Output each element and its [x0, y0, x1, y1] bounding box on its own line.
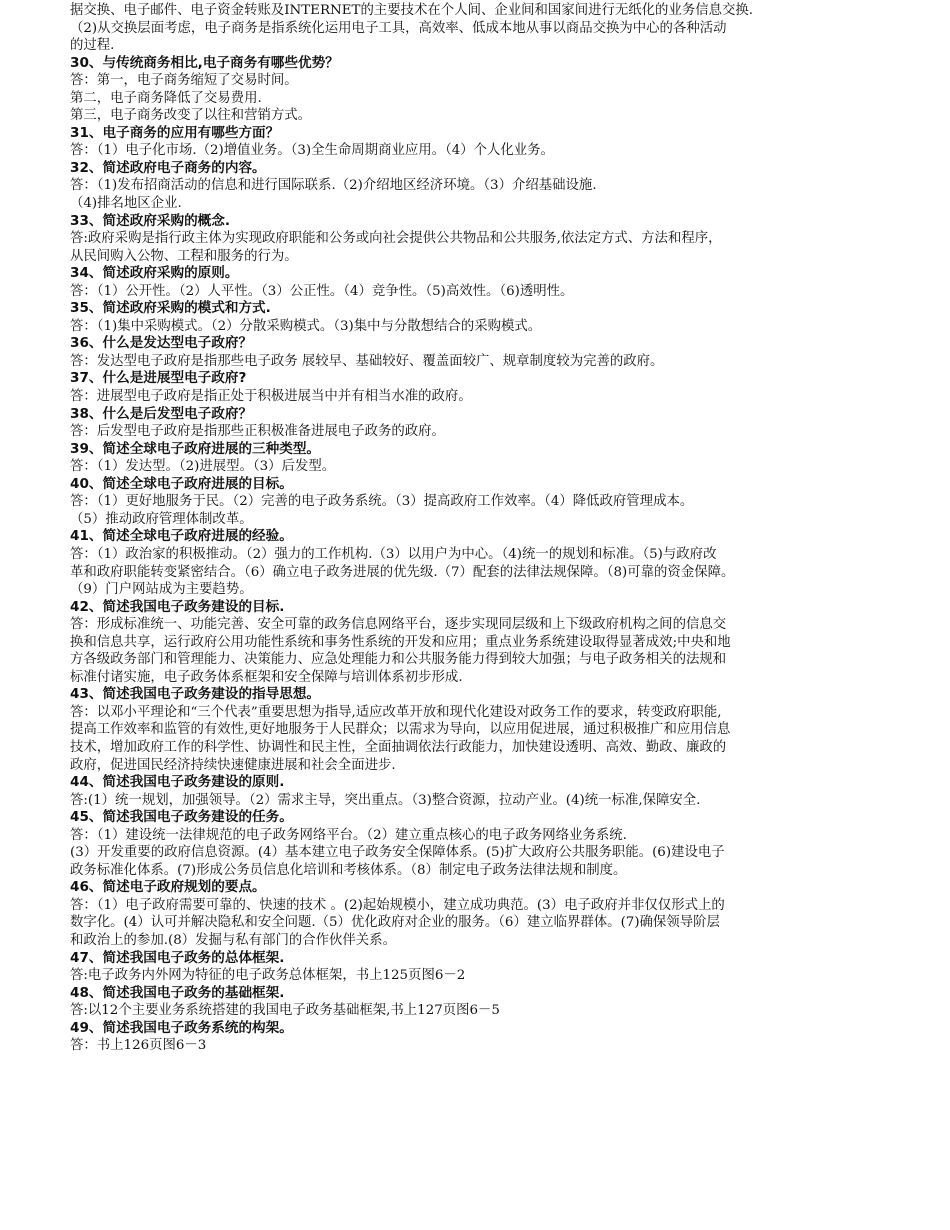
- question-heading: 43、简述我国电子政务建设的指导思想。: [70, 686, 321, 703]
- answer-text: （9）门户网站成为主要趋势。: [70, 582, 253, 598]
- answer-text: 答:以12个主要业务系统搭建的我国电子政务基础框架,书上127页图6－5: [70, 1003, 500, 1019]
- answer-text: （2)从交换层面考虑，电子商务是指系统化运用电子工具，高效率、低成本地从事以商品交换为中心的各种活动: [70, 20, 727, 36]
- answer-text: 答：进展型电子政府是指正处于积极进展当中并有相当水准的政府。: [70, 389, 472, 405]
- question-heading: 41、简述全球电子政府进展的经验。: [70, 528, 293, 545]
- question-heading: 30、与传统商务相比,电子商务有哪些优势？: [70, 54, 339, 71]
- answer-text: 答：（1）更好地服务于民。（2）完善的电子政务系统。（3）提高政府工作效率。（4）降低政府管理成本。: [70, 494, 694, 510]
- answer-text: 数字化。(4）认可并解决隐私和安全问题.（5）优化政府对企业的服务。（6）建立临界群体。(7)确保领导阶层: [70, 915, 720, 931]
- answer-text: 提高工作效率和监管的有效性,更好地服务于人民群众；以需求为导向，以应用促进展，通过积极推广和应用信息: [70, 722, 731, 738]
- question-heading: 40、简述全球电子政府进展的目标。: [70, 475, 293, 492]
- question-heading: 34、简述政府采购的原则。: [70, 265, 239, 282]
- question-heading: 35、简述政府采购的模式和方式.: [70, 300, 271, 317]
- answer-text: 答：（1）公开性。（2）人平性。（3）公正性。（4）竞争性。（5)高效性。（6)透明性。: [70, 283, 574, 299]
- question-heading: 37、什么是进展型电子政府?: [70, 370, 247, 387]
- question-heading: 45、简述我国电子政务建设的任务。: [70, 809, 293, 826]
- answer-text: 答：书上126页图6－3: [70, 1038, 207, 1054]
- answer-text: 答：发达型电子政府是指那些电子政务 展较早、基础较好、覆盖面较广、规章制度较为完善的政府。: [70, 353, 664, 369]
- answer-text: （4)排名地区企业.: [70, 196, 182, 212]
- answer-text: 第二，电子商务降低了交易费用.: [70, 90, 262, 106]
- answer-text: 换和信息共享，运行政府公用功能性系统和事务性系统的开发和应用；重点业务系统建设取得显著成效;中央和地: [70, 634, 731, 650]
- answer-text: 答：第一，电子商务缩短了交易时间。: [70, 73, 298, 89]
- answer-text: 答：（1）政治家的积极推动。（2）强力的工作机构.（3）以用户为中心。（4)统一的规划和标准。（5)与政府改: [70, 546, 717, 562]
- answer-text: 方各级政务部门和管理能力、决策能力、应急处理能力和公共服务能力得到较大加强；与电子政务相关的法规和: [70, 652, 727, 668]
- answer-text: 答：（1）电子政府需要可靠的、快速的技术 。(2)起始规模小，建立成功典范。(3）电子政府并非仅仅形式上的: [70, 897, 725, 913]
- question-heading: 32、简述政府电子商务的内容。: [70, 159, 266, 176]
- answer-text: 革和政府职能转变紧密结合。（6）确立电子政务进展的优先级.（7）配套的法律法规保障。（8)可靠的资金保障。: [70, 564, 735, 580]
- answer-text: （5）推动政府管理体制改革。: [70, 511, 253, 527]
- answer-text: 答：后发型电子政府是指那些正积极准备进展电子政务的政府。: [70, 424, 445, 440]
- answer-text: 据交换、电子邮件、电子资金转账及INTERNET的主要技术在个人间、企业间和国家间进行无纸化的业务信息交换.: [70, 3, 754, 18]
- answer-text: 政府，促进国民经济持续快速健康进展和社会全面进步.: [70, 757, 396, 773]
- question-heading: 49、简述我国电子政务系统的构架。: [70, 1019, 293, 1036]
- answer-text: 答:政府采购是指行政主体为实现政府职能和公务或向社会提供公共物品和公共服务,依法定方式、方法和程序，: [70, 231, 722, 247]
- answer-text: 答:(1）统一规划，加强领导。（2）需求主导，突出重点。（3)整合资源，拉动产业。(4)统一标准,保障安全.: [70, 792, 701, 808]
- answer-text: 和政治上的参加.(8）发掘与私有部门的合作伙伴关系。: [70, 932, 396, 948]
- answer-text: 答：（1）建设统一法律规范的电子政务网络平台。（2）建立重点核心的电子政务网络业务系统.: [70, 827, 627, 843]
- answer-text: 答:电子政务内外网为特征的电子政务总体框架，书上125页图6－2: [70, 968, 466, 984]
- answer-text: 标准付诸实施，电子政务体系框架和安全保障与培训体系初步形成.: [70, 669, 463, 685]
- answer-text: 答：（1)集中采购模式。（2）分散采购模式。（3)集中与分散想结合的采购模式。: [70, 318, 542, 334]
- question-heading: 38、什么是后发型电子政府？: [70, 405, 253, 422]
- question-heading: 36、什么是发达型电子政府？: [70, 335, 253, 352]
- answer-text: 从民间购入公物、工程和服务的行为。: [70, 248, 298, 264]
- answer-text: 第三，电子商务改变了以往和营销方式。: [70, 108, 312, 124]
- question-heading: 46、简述电子政府规划的要点。: [70, 879, 266, 896]
- question-heading: 39、简述全球电子政府进展的三种类型。: [70, 440, 321, 457]
- question-heading: 42、简述我国电子政务建设的目标.: [70, 598, 285, 615]
- answer-text: 答：（1)发布招商活动的信息和进行国际联系.（2)介绍地区经济环境。（3）介绍基础设施.: [70, 178, 597, 194]
- question-heading: 47、简述我国电子政务的总体框架.: [70, 949, 285, 966]
- answer-text: (3）开发重要的政府信息资源。(4）基本建立电子政务安全保障体系。(5)扩大政府公共服务职能。(6)建设电子: [70, 845, 725, 861]
- answer-text: 答：形成标准统一、功能完善、安全可靠的政务信息网络平台，逐步实现同层级和上下级政府机构之间的信息交: [70, 617, 727, 633]
- question-heading: 31、电子商务的应用有哪些方面？: [70, 124, 280, 141]
- question-heading: 33、简述政府采购的概念.: [70, 212, 231, 229]
- answer-text: 技术，增加政府工作的科学性、协调性和民主性，全面抽调依法行政能力，加快建设透明、高效、勤政、廉政的: [70, 739, 727, 755]
- answer-text: 答：（1）电子化市场.（2)增值业务。（3)全生命周期商业应用。（4）个人化业务。: [70, 143, 554, 159]
- answer-text: 答：（1）发达型。（2)进展型。（3）后发型。: [70, 459, 336, 475]
- answer-text: 政务标准化体系。(7)形成公务员信息化培训和考核体系。（8）制定电子政务法律法规和制度。: [70, 862, 627, 878]
- answer-text: 的过程.: [70, 38, 115, 54]
- answer-text: 答：以邓小平理论和“三个代表”重要思想为指导,适应改革开放和现代化建设对政务工作的要求，转变政府职能,: [70, 704, 722, 720]
- question-heading: 48、简述我国电子政务的基础框架.: [70, 984, 285, 1001]
- question-heading: 44、简述我国电子政务建设的原则.: [70, 774, 285, 791]
